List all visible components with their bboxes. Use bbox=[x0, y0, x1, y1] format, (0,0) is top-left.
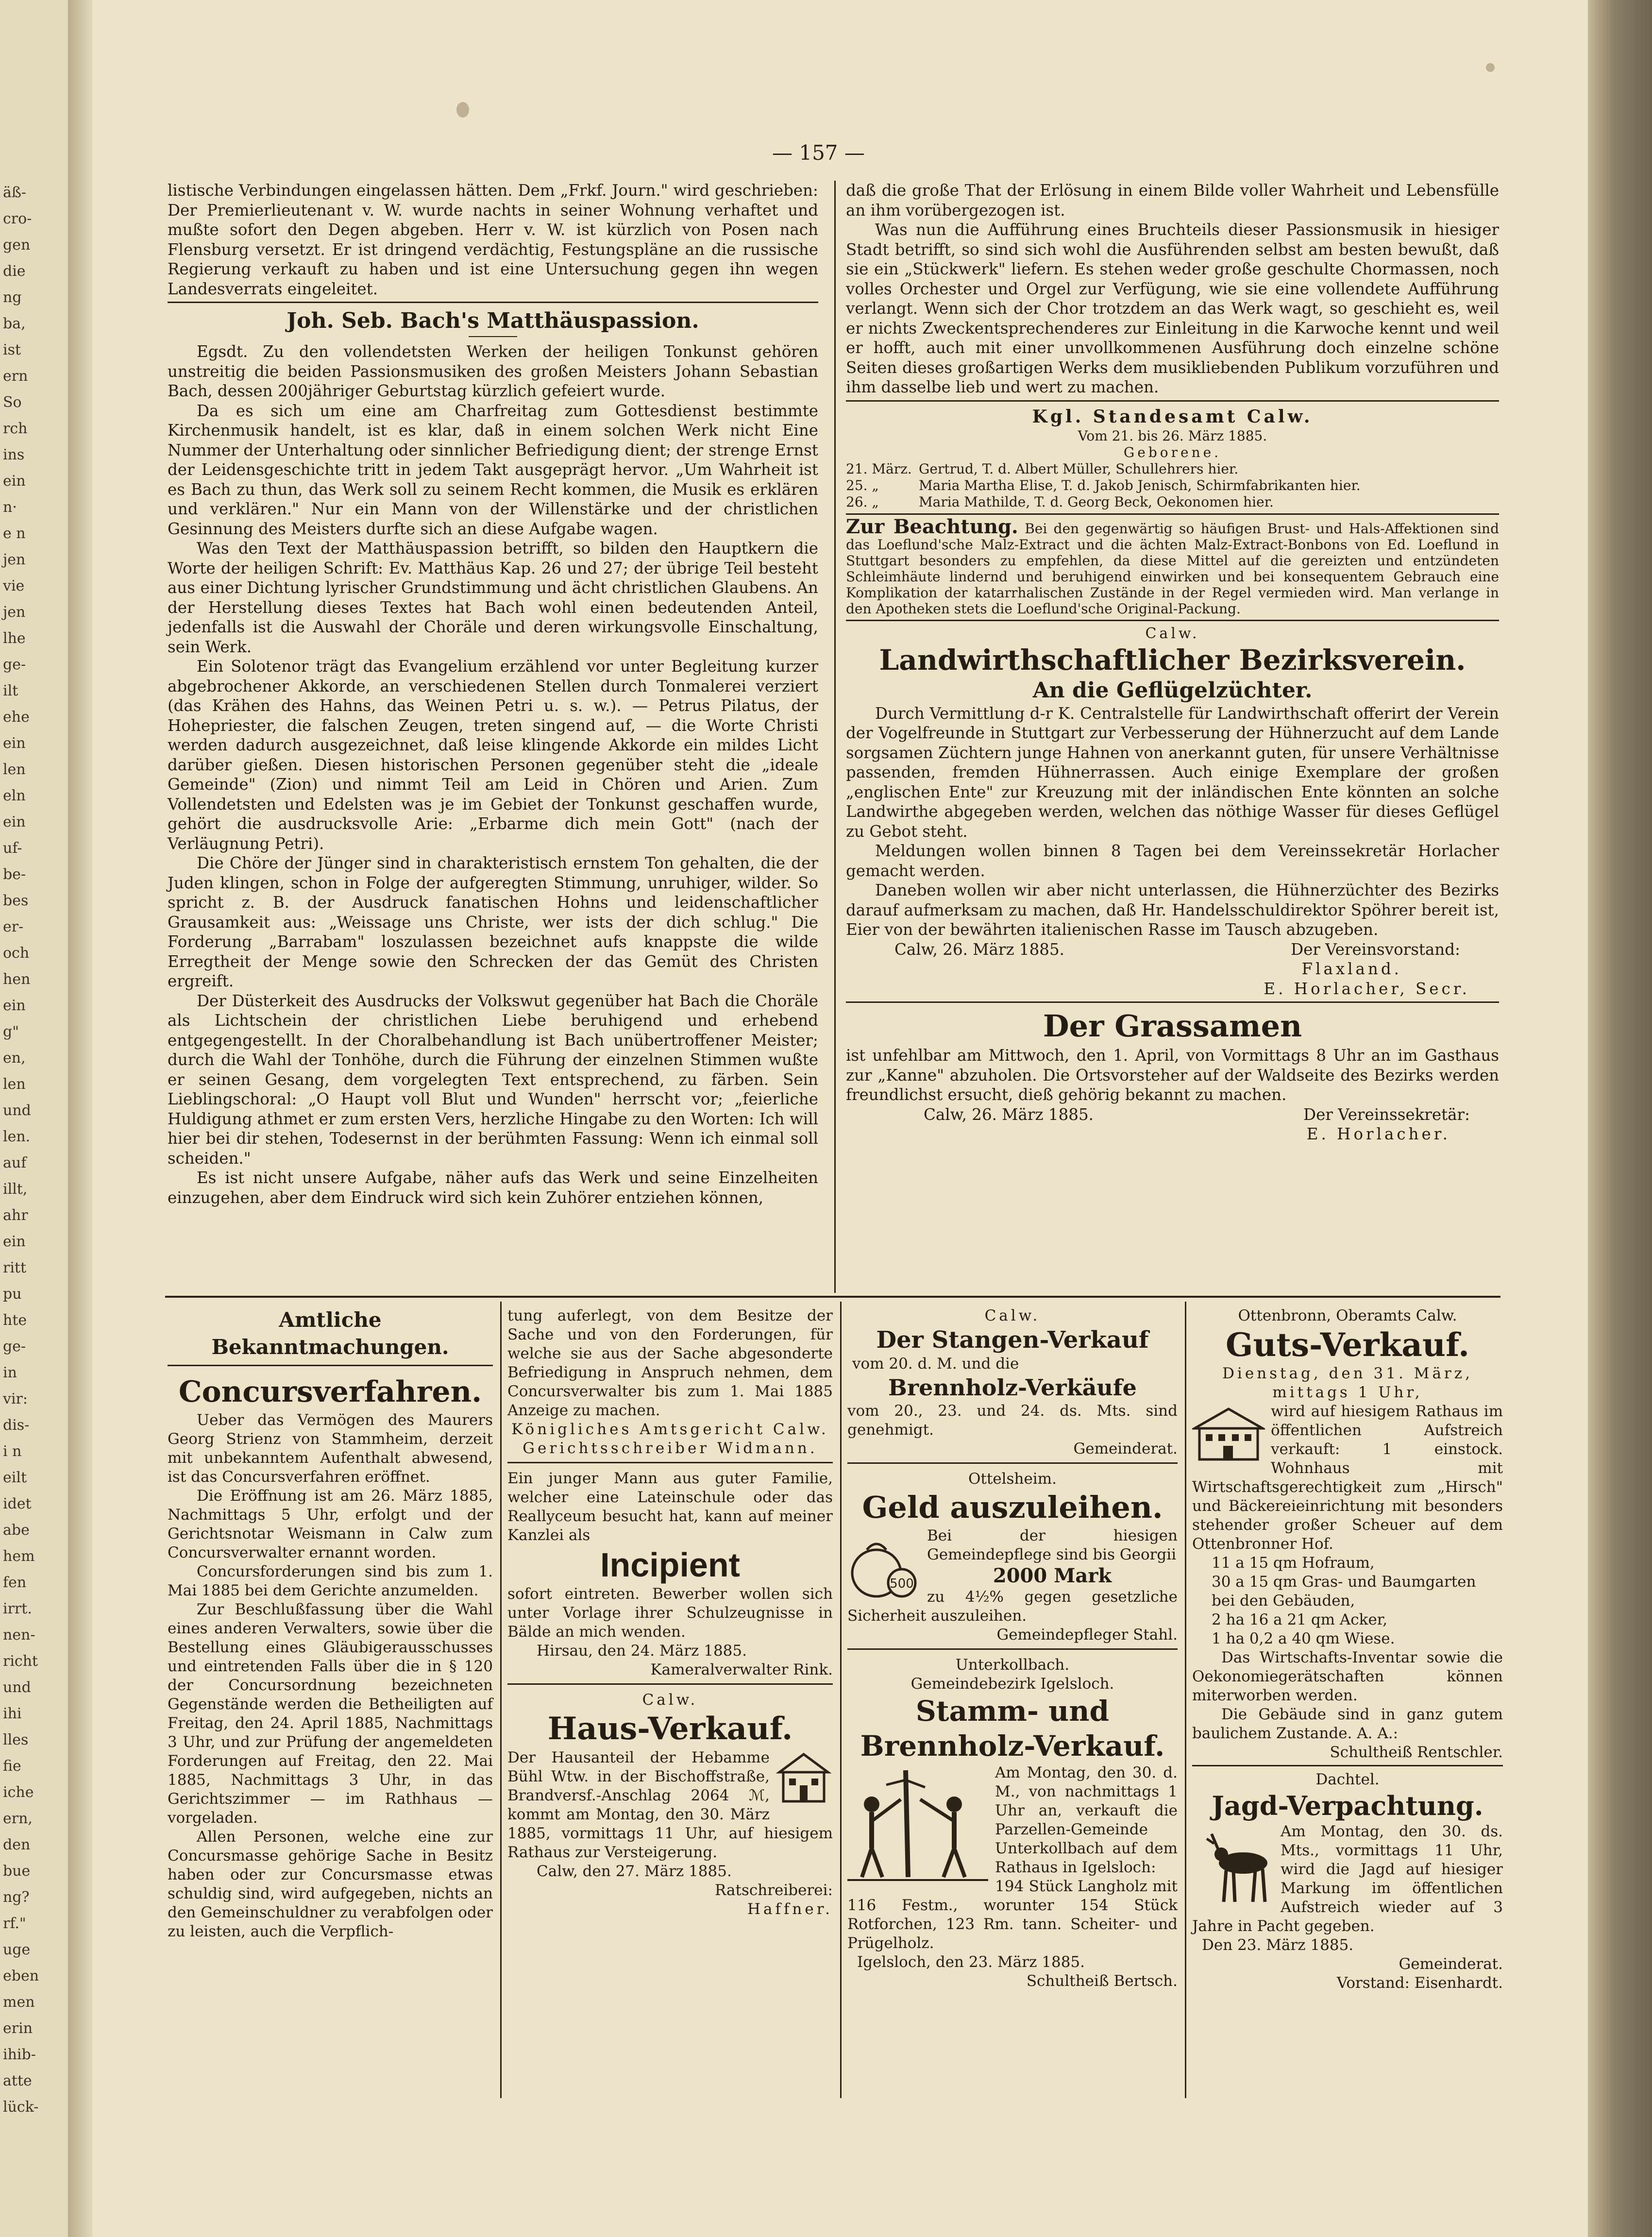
stamm-subplace: Gemeindebezirk Igelsloch. bbox=[910, 1675, 1114, 1693]
jagd-date: Den 23. März 1885. bbox=[1202, 1936, 1354, 1954]
concurs-continuation: tung auferlegt, von dem Besitze der Sache und von den Forderungen, für welche sie aus der Sache abgesonderte Befriedigung in Anspruch nehmen, dem Concursverwalter bis zum 1. Mai 1885 Anzeige zu machen. bbox=[507, 1307, 833, 1419]
divider bbox=[847, 1648, 1178, 1650]
article-paragraph: Ein Solotenor trägt das Evangelium erzählend vor unter Begleitung kurzer abgebrochener Akkorde, an verschiedenen Stellen durch Tonmalerei verziert (das Krähen des Hahns, das Weinen Petri u. s. w.). — Petrus Pilatus, der Hohepriester, die falschen Zeugen, treten singend auf, — die Worte Christi werden dadurch ausgezeichnet, daß leise klingende Akkorde ein mildes Licht darüber gießen. Diesen historischen Personen gegenüber steht die „ideale Gemeinde" (Zion) und nimmt Teil am Leid in Chören und Arien. Zum Vollendetsten und Edelsten was je im Gebiet der Tonkunst geschaffen wurde, gehört die ausdrucksvolle Arie: „Erbarme dich mein Gott" (nach der Verläugnung Petri). bbox=[168, 657, 818, 853]
stangen-line: vom 20. d. M. und die bbox=[852, 1355, 1019, 1373]
court-name: Königliches Amtsgericht Calw. bbox=[511, 1421, 829, 1438]
prev-page-fragment: ritt bbox=[3, 1259, 27, 1276]
incipient-ad-text: sofort eintreten. Bewerber wollen sich unter Vorlage ihrer Schulzeugnisse in Bälde an mich wenden. bbox=[507, 1585, 833, 1641]
stamm-body bbox=[847, 1763, 1178, 1953]
prev-page-fragment: hen bbox=[3, 971, 31, 988]
prev-page-fragment: ern, bbox=[3, 1810, 33, 1827]
divider bbox=[846, 620, 1499, 621]
prev-page-fragment: rch bbox=[3, 420, 28, 437]
prev-page-fragment: hte bbox=[3, 1312, 27, 1329]
prev-page-fragment: ge- bbox=[3, 656, 26, 673]
jagd-title: Jagd-Verpachtung. bbox=[1212, 1790, 1483, 1821]
prev-page-fragment: richt bbox=[3, 1653, 38, 1670]
jagd-body bbox=[1192, 1822, 1503, 1936]
house-icon bbox=[775, 1750, 833, 1804]
prev-page-fragment: fen bbox=[3, 1574, 27, 1591]
column-top-left bbox=[168, 181, 818, 1207]
guts-item: 1 ha 0,2 a 40 qm Wiese. bbox=[1212, 1630, 1395, 1647]
verein-date: Calw, 26. März 1885. bbox=[894, 940, 1064, 959]
prev-page-fragment: iche bbox=[3, 1784, 34, 1801]
divider bbox=[507, 1683, 833, 1685]
jagd-text: Am Montag, den 30. ds. Mts., vormittags 11 Uhr, wird die Jagd auf hiesiger Markung im öffentlichen Aufstreich wieder auf 3 Jahre in Pacht gegeben. bbox=[1192, 1823, 1503, 1935]
beachtung-notice bbox=[846, 515, 1500, 617]
divider bbox=[847, 1462, 1178, 1464]
prev-page-fragment: vir: bbox=[3, 1390, 28, 1407]
divider bbox=[1192, 1765, 1503, 1766]
prev-page-fragment: ba, bbox=[3, 315, 26, 332]
prev-page-fragment: ein bbox=[3, 1233, 26, 1250]
prev-page-fragment: fie bbox=[3, 1758, 21, 1775]
entry-date: 26. „ bbox=[846, 493, 879, 510]
verein-signer: Flaxland. bbox=[1301, 960, 1402, 978]
court-clerk: Gerichtsschreiber Widmann. bbox=[523, 1440, 818, 1457]
section-rule bbox=[165, 1296, 1500, 1298]
prev-page-fragment: er- bbox=[3, 918, 24, 935]
stangen-text: vom 20., 23. und 24. ds. Mts. sind genehmigt. bbox=[847, 1402, 1178, 1439]
grassamen-title: Der Grassamen bbox=[1043, 1008, 1302, 1044]
prev-page-fragment: ein bbox=[3, 473, 26, 490]
prev-page-fragment: ern bbox=[3, 368, 28, 385]
beachtung-title: Zur Beachtung. bbox=[846, 515, 1018, 538]
prev-page-fragment: die bbox=[3, 263, 26, 280]
prev-page-fragment: ge- bbox=[3, 1338, 26, 1355]
ink-stain bbox=[456, 102, 469, 118]
standesamt-section: Geborene. bbox=[1123, 444, 1222, 460]
prev-page-fragment: den bbox=[3, 1836, 31, 1853]
amtliche-heading: Amtliche Bekanntmachungen. bbox=[211, 1308, 449, 1359]
haus-title: Haus-Verkauf. bbox=[547, 1711, 793, 1747]
previous-page-edge bbox=[0, 0, 68, 2237]
article-paragraph: Was den Text der Matthäuspassion betrifft, so bilden den Hauptkern die Worte der heiligen Schrift: Ev. Matthäus Kap. 26 und 27; der übrige Teil besteht aus einer Dichtung lyrischer Grundstimmung und ächt christlichen Glaubens. An der Herstellung dieses Textes hat Bach wohl einen bedeutenden Anteil, jedenfalls ist die Auswahl der Choräle und deren wirkungsvolle Einschaltung, sein Werk. bbox=[168, 539, 818, 656]
prev-page-fragment: idet bbox=[3, 1495, 32, 1512]
prev-page-fragment: ng bbox=[3, 289, 22, 306]
haus-place: Calw. bbox=[642, 1691, 698, 1709]
standesamt-title: Kgl. Standesamt Calw. bbox=[1032, 406, 1313, 427]
prev-page-fragment: ein bbox=[3, 997, 26, 1014]
prev-page-fragment: in bbox=[3, 1364, 17, 1381]
article-paragraph: Die Chöre der Jünger sind in charakteristisch ernstem Ton gehalten, die der Juden klingen, schon in Folge der aufgeregten Stimmung, unruhiger, wilder. So spricht z. B. der Ausdruck fanatischen Hohns und leidenschaftlicher Grausamkeit aus: „Weissage uns Christe, wer ists der dich schlug." Die Forderung „Barrabam" loszulassen bezeichnet aufs knappste die wilde Erregtheit der Menge sowie den Schrecken der das Gemüt des Christen ergreift. bbox=[168, 854, 818, 990]
column-bottom-3 bbox=[847, 1306, 1178, 1991]
haus-date: Calw, den 27. März 1885. bbox=[537, 1863, 732, 1880]
prev-page-fragment: irrt. bbox=[3, 1600, 32, 1617]
prev-page-fragment: n· bbox=[3, 499, 17, 516]
standesamt-period: Vom 21. bis 26. März 1885. bbox=[1078, 427, 1267, 444]
geld-text: Bei der hiesigen Gemeindepflege sind bis Georgii bbox=[927, 1527, 1178, 1563]
guts-text: Das Wirtschafts-Inventar sowie die Oekonomiegerätschaften können miterworben werden. bbox=[1192, 1649, 1503, 1704]
prev-page-fragment: i n bbox=[3, 1443, 22, 1460]
prev-page-fragment: e n bbox=[3, 525, 26, 542]
guts-item: 30 a 15 qm Gras- und Baumgarten bei den Gebäuden, bbox=[1212, 1573, 1476, 1610]
incipient-ad-text: Ein junger Mann aus guter Familie, welcher eine Lateinschule oder das Reallyceum besucht hat, kann auf meiner Kanzlei als bbox=[507, 1470, 833, 1544]
column-top-right bbox=[846, 181, 1499, 1144]
prev-page-fragment: äß- bbox=[3, 184, 27, 201]
prev-page-fragment: bue bbox=[3, 1863, 31, 1880]
prev-page-fragment: ist bbox=[3, 341, 21, 358]
concurs-paragraph: Ueber das Vermögen des Maurers Georg Strienz von Stammheim, derzeit mit unbekanntem Aufenthalt abwesend, ist das Concursverfahren eröffnet. bbox=[168, 1411, 493, 1486]
geld-place: Ottelsheim. bbox=[968, 1470, 1057, 1488]
entry-text: Gertrud, T. d. Albert Müller, Schullehrers hier. bbox=[919, 460, 1239, 477]
divider bbox=[168, 302, 818, 303]
stamm-text: Am Montag, den 30. d. M., von nachmittags 1 Uhr an, verkauft die Parzellen-Gemeinde Unterkollbach auf dem Rathaus in Igelsloch: bbox=[995, 1764, 1178, 1876]
prev-page-fragment: och bbox=[3, 945, 30, 962]
verein-place: Calw. bbox=[1145, 625, 1200, 642]
entry-text: Maria Mathilde, T. d. Georg Beck, Oekonomen hier. bbox=[919, 493, 1274, 510]
prev-page-fragment: ein bbox=[3, 735, 26, 752]
verein-paragraph: Daneben wollen wir aber nicht unterlassen, die Hühnerzüchter des Bezirks darauf aufmerksam zu machen, daß Hr. Handelsschuldirektor Spöhrer bereit ist, Eier von der bewährten italienischen Rasse im Tausch abzugeben. bbox=[846, 881, 1499, 939]
incipient-date: Hirsau, den 24. März 1885. bbox=[537, 1642, 747, 1660]
standesamt-entry bbox=[846, 494, 1499, 510]
prev-page-fragment: len bbox=[3, 1076, 26, 1093]
prev-page-fragment: be- bbox=[3, 866, 26, 883]
prev-page-fragment: ein bbox=[3, 813, 26, 830]
prev-page-fragment: ng? bbox=[3, 1889, 30, 1906]
geld-title: Geld auszuleihen. bbox=[862, 1490, 1163, 1525]
concurs-paragraph: Concursforderungen sind bis zum 1. Mai 1885 bei dem Gerichte anzumelden. bbox=[168, 1563, 493, 1599]
grassamen-date: Calw, 26. März 1885. bbox=[924, 1105, 1094, 1124]
prev-page-fragment: erin bbox=[3, 2020, 33, 2037]
guts-body bbox=[1192, 1402, 1503, 1554]
prev-page-fragment: ins bbox=[3, 446, 25, 463]
guts-signer: Schultheiß Rentschler. bbox=[1330, 1744, 1503, 1761]
money-bag-icon bbox=[847, 1528, 920, 1601]
verein-paragraph: Durch Vermittlung d-r K. Centralstelle für Landwirthschaft offerirt der Verein der Vogelfreunde in Stuttgart zur Verbesserung der Hühnerzucht auf dem Lande sorgsamen Züchtern junge Hahnen von anerkannt guten, für unsere Verhältnisse passenden, fremden Hühnerrassen. Auch einige Exemplare der großen „englischen Ente" zur Kreuzung mit der inländischen Ente könnten an solche Landwirthe abgegeben werden, welchen das nöthige Wasser für dieses Geflügel zu Gebot steht. bbox=[846, 704, 1499, 841]
stamm-signer: Schultheiß Bertsch. bbox=[1026, 1972, 1178, 1990]
stamm-title: Brennholz-Verkauf. bbox=[860, 1729, 1165, 1762]
verein-secretary: E. Horlacher, Secr. bbox=[1264, 979, 1470, 998]
guts-item: 11 a 15 qm Hofraum, bbox=[1212, 1554, 1375, 1572]
prev-page-fragment: hem bbox=[3, 1548, 35, 1565]
haus-signer-label: Ratschreiberei: bbox=[714, 1881, 833, 1899]
prev-page-fragment: en, bbox=[3, 1050, 26, 1067]
guts-item: 2 ha 16 a 21 qm Acker, bbox=[1212, 1611, 1388, 1628]
article-paragraph: Der Düsterkeit des Ausdrucks der Volkswut gegenüber hat Bach die Choräle als Lichtschein der christlichen Liebe beruhigend und erhebend entgegengestellt. In der Choralbehandlung ist Bach unübertroffener Meister; durch die Wahl der Tonhöhe, durch die Führung der einzelnen Stimmen wußte er seinen Gesang, dem vorgelegten Text entsprechend, zu färben. Sein Lieblingschoral: „O Haupt voll Blut und Wunden" herrscht vor; „feierliche Huldigung athmet er zum ersten Vers, herzliche Hingabe zu den Worten: Ich will hier bei dir stehen, Todesernst in der berühmten Fassung: Wenn ich einmal soll scheiden." bbox=[168, 991, 818, 1168]
prev-page-fragment: pu bbox=[3, 1286, 22, 1303]
farmhouse-icon bbox=[1192, 1404, 1265, 1462]
incipient-heading: Incipient bbox=[600, 1546, 740, 1584]
bag-label: 500 bbox=[890, 1576, 914, 1591]
prev-page-fragment: jen bbox=[3, 604, 26, 621]
prev-page-fragment: eilt bbox=[3, 1469, 27, 1486]
column-rule bbox=[834, 181, 836, 1293]
divider bbox=[846, 513, 1499, 515]
standesamt-entry bbox=[846, 477, 1499, 494]
stamm-title: Stamm- und bbox=[915, 1695, 1110, 1728]
ink-stain bbox=[1486, 63, 1495, 72]
column-bottom-4 bbox=[1192, 1306, 1503, 1993]
guts-text: wird auf hiesigem Rathaus im öffentlichen Aufstreich verkauft: 1 einstock. Wohnhaus mit Wirtschaftsgerechtigkeit zum „Hirsch" und Bäckereieinrichtung mit besonders stehender großer Scheuer auf dem Ottenbronner Hof. bbox=[1192, 1403, 1503, 1553]
column-bottom-2 bbox=[507, 1306, 833, 1919]
prev-page-fragment: nen- bbox=[3, 1627, 35, 1644]
haus-body bbox=[507, 1748, 833, 1862]
haus-text: Der Hausanteil der Hebamme Bühl Wtw. in der Bischoffstraße, Brandversf.-Anschlag 2064 ℳ, kommt am Montag, den 30. März 1885, vormittags 11 Uhr, auf hiesigem Rathaus zur Versteigerung. bbox=[507, 1749, 833, 1861]
column-rule bbox=[1185, 1302, 1186, 2098]
verein-signer-label: Der Vereinsvorstand: bbox=[1291, 940, 1460, 959]
article-paragraph: daß die große That der Erlösung in einem Bilde voller Wahrheit und Lebensfülle an ihm vorübergezogen ist. bbox=[846, 181, 1499, 220]
prev-page-fragment: eln bbox=[3, 787, 26, 804]
guts-date-line: Dienstag, den 31. März, mittags 1 Uhr, bbox=[1222, 1365, 1473, 1401]
verein-footer bbox=[846, 940, 1499, 960]
verein-paragraph: Meldungen wollen binnen 8 Tagen bei dem Vereinssekretär Horlacher gemacht werden. bbox=[846, 842, 1499, 880]
grassamen-signer: E. Horlacher. bbox=[1306, 1125, 1450, 1143]
brennholz-title: Brennholz-Verkäufe bbox=[888, 1374, 1137, 1401]
prev-page-fragment: cro- bbox=[3, 210, 32, 227]
grassamen-footer bbox=[846, 1105, 1499, 1125]
stamm-items: 194 Stück Langholz mit 116 Festm., worunter 154 Stück Rotforchen, 123 Rm. tann. Scheiter- und Prügelholz. bbox=[847, 1878, 1178, 1952]
entry-date: 25. „ bbox=[846, 477, 879, 493]
prev-page-fragment: len bbox=[3, 761, 26, 778]
woodcutters-icon bbox=[847, 1765, 988, 1887]
deer-icon bbox=[1192, 1824, 1275, 1907]
prev-page-fragment: gen bbox=[3, 237, 31, 254]
divider bbox=[846, 1001, 1499, 1003]
prev-page-fragment: abe bbox=[3, 1522, 30, 1539]
entry-text: Maria Martha Elise, T. d. Jakob Jenisch, Schirmfabrikanten hier. bbox=[919, 477, 1361, 493]
divider bbox=[507, 1462, 833, 1463]
jagd-signer: Vorstand: Eisenhardt. bbox=[1336, 1974, 1503, 1992]
entry-date: 21. März. bbox=[846, 460, 912, 477]
prev-page-fragment: So bbox=[3, 394, 22, 411]
prev-page-fragment: men bbox=[3, 1994, 35, 2011]
article-paragraph: Es ist nicht unsere Aufgabe, näher aufs das Werk und seine Einzelheiten einzugehen, aber dem Eindruck wird sich kein Zuhörer entziehen können, bbox=[168, 1169, 818, 1207]
grassamen-signer-label: Der Vereinssekretär: bbox=[1303, 1105, 1470, 1124]
standesamt-list bbox=[846, 461, 1499, 510]
prev-page-fragment: g" bbox=[3, 1023, 19, 1040]
jagd-signer-label: Gemeinderat. bbox=[1399, 1955, 1503, 1973]
prev-page-fragment: auf bbox=[3, 1154, 27, 1171]
stangen-title: Der Stangen-Verkauf bbox=[876, 1326, 1149, 1354]
concurs-paragraph: Die Eröffnung ist am 26. März 1885, Nachmittags 5 Uhr, erfolgt und der Gerichtsnotar Weismann in Calw zum Concursverwalter ernannt worden. bbox=[168, 1487, 493, 1561]
verein-subtitle: An die Geflügelzüchter. bbox=[1032, 678, 1313, 703]
article-title: Joh. Seb. Bach's Matthäuspassion. bbox=[287, 308, 699, 333]
verein-title: Landwirthschaftlicher Bezirksverein. bbox=[879, 643, 1466, 677]
prev-page-fragment: atte bbox=[3, 2072, 32, 2089]
prev-page-fragment: lhe bbox=[3, 630, 26, 647]
prev-page-fragment: bes bbox=[3, 892, 29, 909]
prev-page-fragment: dis- bbox=[3, 1417, 30, 1434]
prev-page-fragment: ahr bbox=[3, 1207, 28, 1224]
jagd-place: Dachtel. bbox=[1315, 1771, 1380, 1788]
title-rule bbox=[469, 336, 517, 337]
prev-page-fragment: len. bbox=[3, 1128, 31, 1145]
grassamen-text: ist unfehlbar am Mittwoch, den 1. April, von Vormittags 8 Uhr an im Gasthaus zur „Kanne" abzuholen. Die Ortsvorsteher auf der Waldseite des Bezirks werden freundlichst ersucht, dieß gehörig bekannt zu machen. bbox=[846, 1046, 1499, 1104]
divider bbox=[846, 400, 1499, 402]
column-bottom-1 bbox=[168, 1306, 493, 1941]
stangen-signer: Gemeinderat. bbox=[1073, 1440, 1178, 1457]
geld-text: zu 4½% gegen gesetzliche Sicherheit auszuleihen. bbox=[847, 1588, 1178, 1625]
guts-text: Die Gebäude sind in ganz gutem baulichem Zustande. A. A.: bbox=[1192, 1706, 1503, 1742]
prev-page-fragment: uf- bbox=[3, 840, 22, 857]
standesamt-entry bbox=[846, 461, 1499, 477]
prev-page-fragment: rf." bbox=[3, 1915, 26, 1932]
stamm-date: Igelsloch, den 23. März 1885. bbox=[857, 1953, 1085, 1971]
prev-page-fragment: jen bbox=[3, 551, 26, 568]
article-paragraph: Egsdt. Zu den vollendetsten Werken der heiligen Tonkunst gehören unstreitig die beiden Passionsmusiken des großen Meisters Johann Sebastian Bach, dessen 200jähriger Geburtstag kürzlich gefeiert wurde. bbox=[168, 342, 818, 400]
prev-page-fragment: ehe bbox=[3, 709, 30, 726]
page-number: — 157 — bbox=[772, 141, 865, 165]
prev-page-fragment: eben bbox=[3, 1967, 39, 1984]
prev-page-fragment: lles bbox=[3, 1731, 29, 1748]
prev-page-fragment: ihib- bbox=[3, 2046, 36, 2063]
geld-amount: 2000 Mark bbox=[993, 1564, 1112, 1587]
column-rule bbox=[840, 1302, 842, 2098]
article-lead: listische Verbindungen eingelassen hätten. Dem „Frkf. Journ." wird geschrieben: Der Premierlieutenant v. W. wurde nachts in seiner Wohnung verhaftet und mußte sofort den Degen abgeben. Herr v. W. ist kürzlich von Posen nach Flensburg versetzt. Er ist dringend verdächtig, Festungspläne an die russische Regierung verkauft zu haben und ist eine Untersuchung gegen ihn wegen Landesverrats eingeleitet. bbox=[168, 181, 818, 298]
prev-page-fragment: uge bbox=[3, 1941, 31, 1958]
stamm-place: Unterkollbach. bbox=[955, 1656, 1070, 1674]
concurs-paragraph: Zur Beschlußfassung über die Wahl eines anderen Verwalters, sowie über die Bestellung eines Gläubigerausschusses und eintretenden Falls über die in § 120 der Concursordnung bezeichneten Gegenstände werden die Betheiligten auf Freitag, den 24. April 1885, Nachmittags 3 Uhr, und zur Prüfung der angemeldeten Forderungen auf Freitag, den 22. Mai 1885, Nachmittags 3 Uhr, in das Gerichtszimmer — im Rathhaus — vorgeladen. bbox=[168, 1601, 493, 1827]
guts-item-list bbox=[1192, 1554, 1503, 1648]
geld-body bbox=[847, 1526, 1178, 1626]
guts-place: Ottenbronn, Oberamts Calw. bbox=[1238, 1307, 1457, 1324]
article-paragraph: Da es sich um eine am Charfreitag zum Gottesdienst bestimmte Kirchenmusik handelt, ist es klar, daß in einem solchen Werk nicht Eine Nummer der Unterhaltung oder sinnlicher Befriedigung dient; der strenge Ernst der Leidensgeschichte tritt in jedem Takt ausgeprägt hervor. „Um Wahrheit ist es Bach zu thun, das Werk soll zu seinem Recht kommen, die Musik es erklären und verklären." Nur ein Mann von der Willenstärke und der christlichen Gesinnung des Meisters durfte sich an diese Aufgabe wagen. bbox=[168, 401, 818, 538]
geld-signer: Gemeindepfleger Stahl. bbox=[996, 1626, 1178, 1644]
prev-page-fragment: ihi bbox=[3, 1705, 22, 1722]
guts-title: Guts-Verkauf. bbox=[1226, 1326, 1469, 1364]
stangen-place: Calw. bbox=[984, 1307, 1041, 1324]
prev-page-fragment: ilt bbox=[3, 682, 18, 699]
prev-page-fragment: illt, bbox=[3, 1181, 28, 1198]
page-edge-right bbox=[1588, 0, 1652, 2237]
concurs-paragraph: Allen Personen, welche eine zur Concursmasse gehörige Sache in Besitz haben oder zur Concursmasse etwas schuldig sind, wird aufgegeben, nichts an den Gemeinschuldner zu verabfolgen oder zu leisten, auch die Verpflich- bbox=[168, 1828, 493, 1940]
haus-signer: Haffner. bbox=[747, 1900, 833, 1918]
prev-page-fragment: lück- bbox=[3, 2099, 39, 2116]
concurs-title: Concursverfahren. bbox=[178, 1375, 482, 1409]
prev-page-fragment: vie bbox=[3, 577, 25, 594]
article-paragraph: Was nun die Aufführung eines Bruchteils dieser Passionsmusik in hiesiger Stadt betrifft, so sind sich wohl die Ausführenden selbst am besten bewußt, daß sie ein „Stückwerk" liefern. Es stehen weder große geschulte Chormassen, noch volles Orchester und Orgel zur Verfügung, wie sie eine vollendete Aufführung verlangt. Wenn sich der Chor trotzdem an das Werk wagt, so geschieht es, weil er nichts Zweckentsprechenderes zur Einleitung in die Karwoche kennt und weil er hofft, auch mit einer unvollkommenen Ausführung doch einzelne schöne Seiten dieses großartigen Werks dem musikliebenden Publikum vorzuführen und ihm dasselbe lieb und wert zu machen. bbox=[846, 220, 1499, 396]
prev-page-fragment: und bbox=[3, 1679, 31, 1696]
incipient-signer: Kameralverwalter Rink. bbox=[650, 1661, 833, 1678]
beachtung-text: Bei den gegenwärtig so häufigen Brust- und Hals-Affektionen sind das Loeflund'sche Malz-Extract und die ächten Malz-Extract-Bonbons von Ed. Loeflund in Stuttgart besonders zu empfehlen, da diese Mittel auf die gereizten und entzündeten Schleimhäute lindernd und beruhigend einwirken und bei konsequentem Gebrauch eine Komplikation der katarrhalischen Zustände in der Regel vermieden wird. Man verlange in den Apotheken stets die Loeflund'sche Original-Packung. bbox=[846, 520, 1500, 617]
divider bbox=[168, 1365, 493, 1366]
column-rule bbox=[500, 1302, 502, 2098]
prev-page-fragment: und bbox=[3, 1102, 31, 1119]
